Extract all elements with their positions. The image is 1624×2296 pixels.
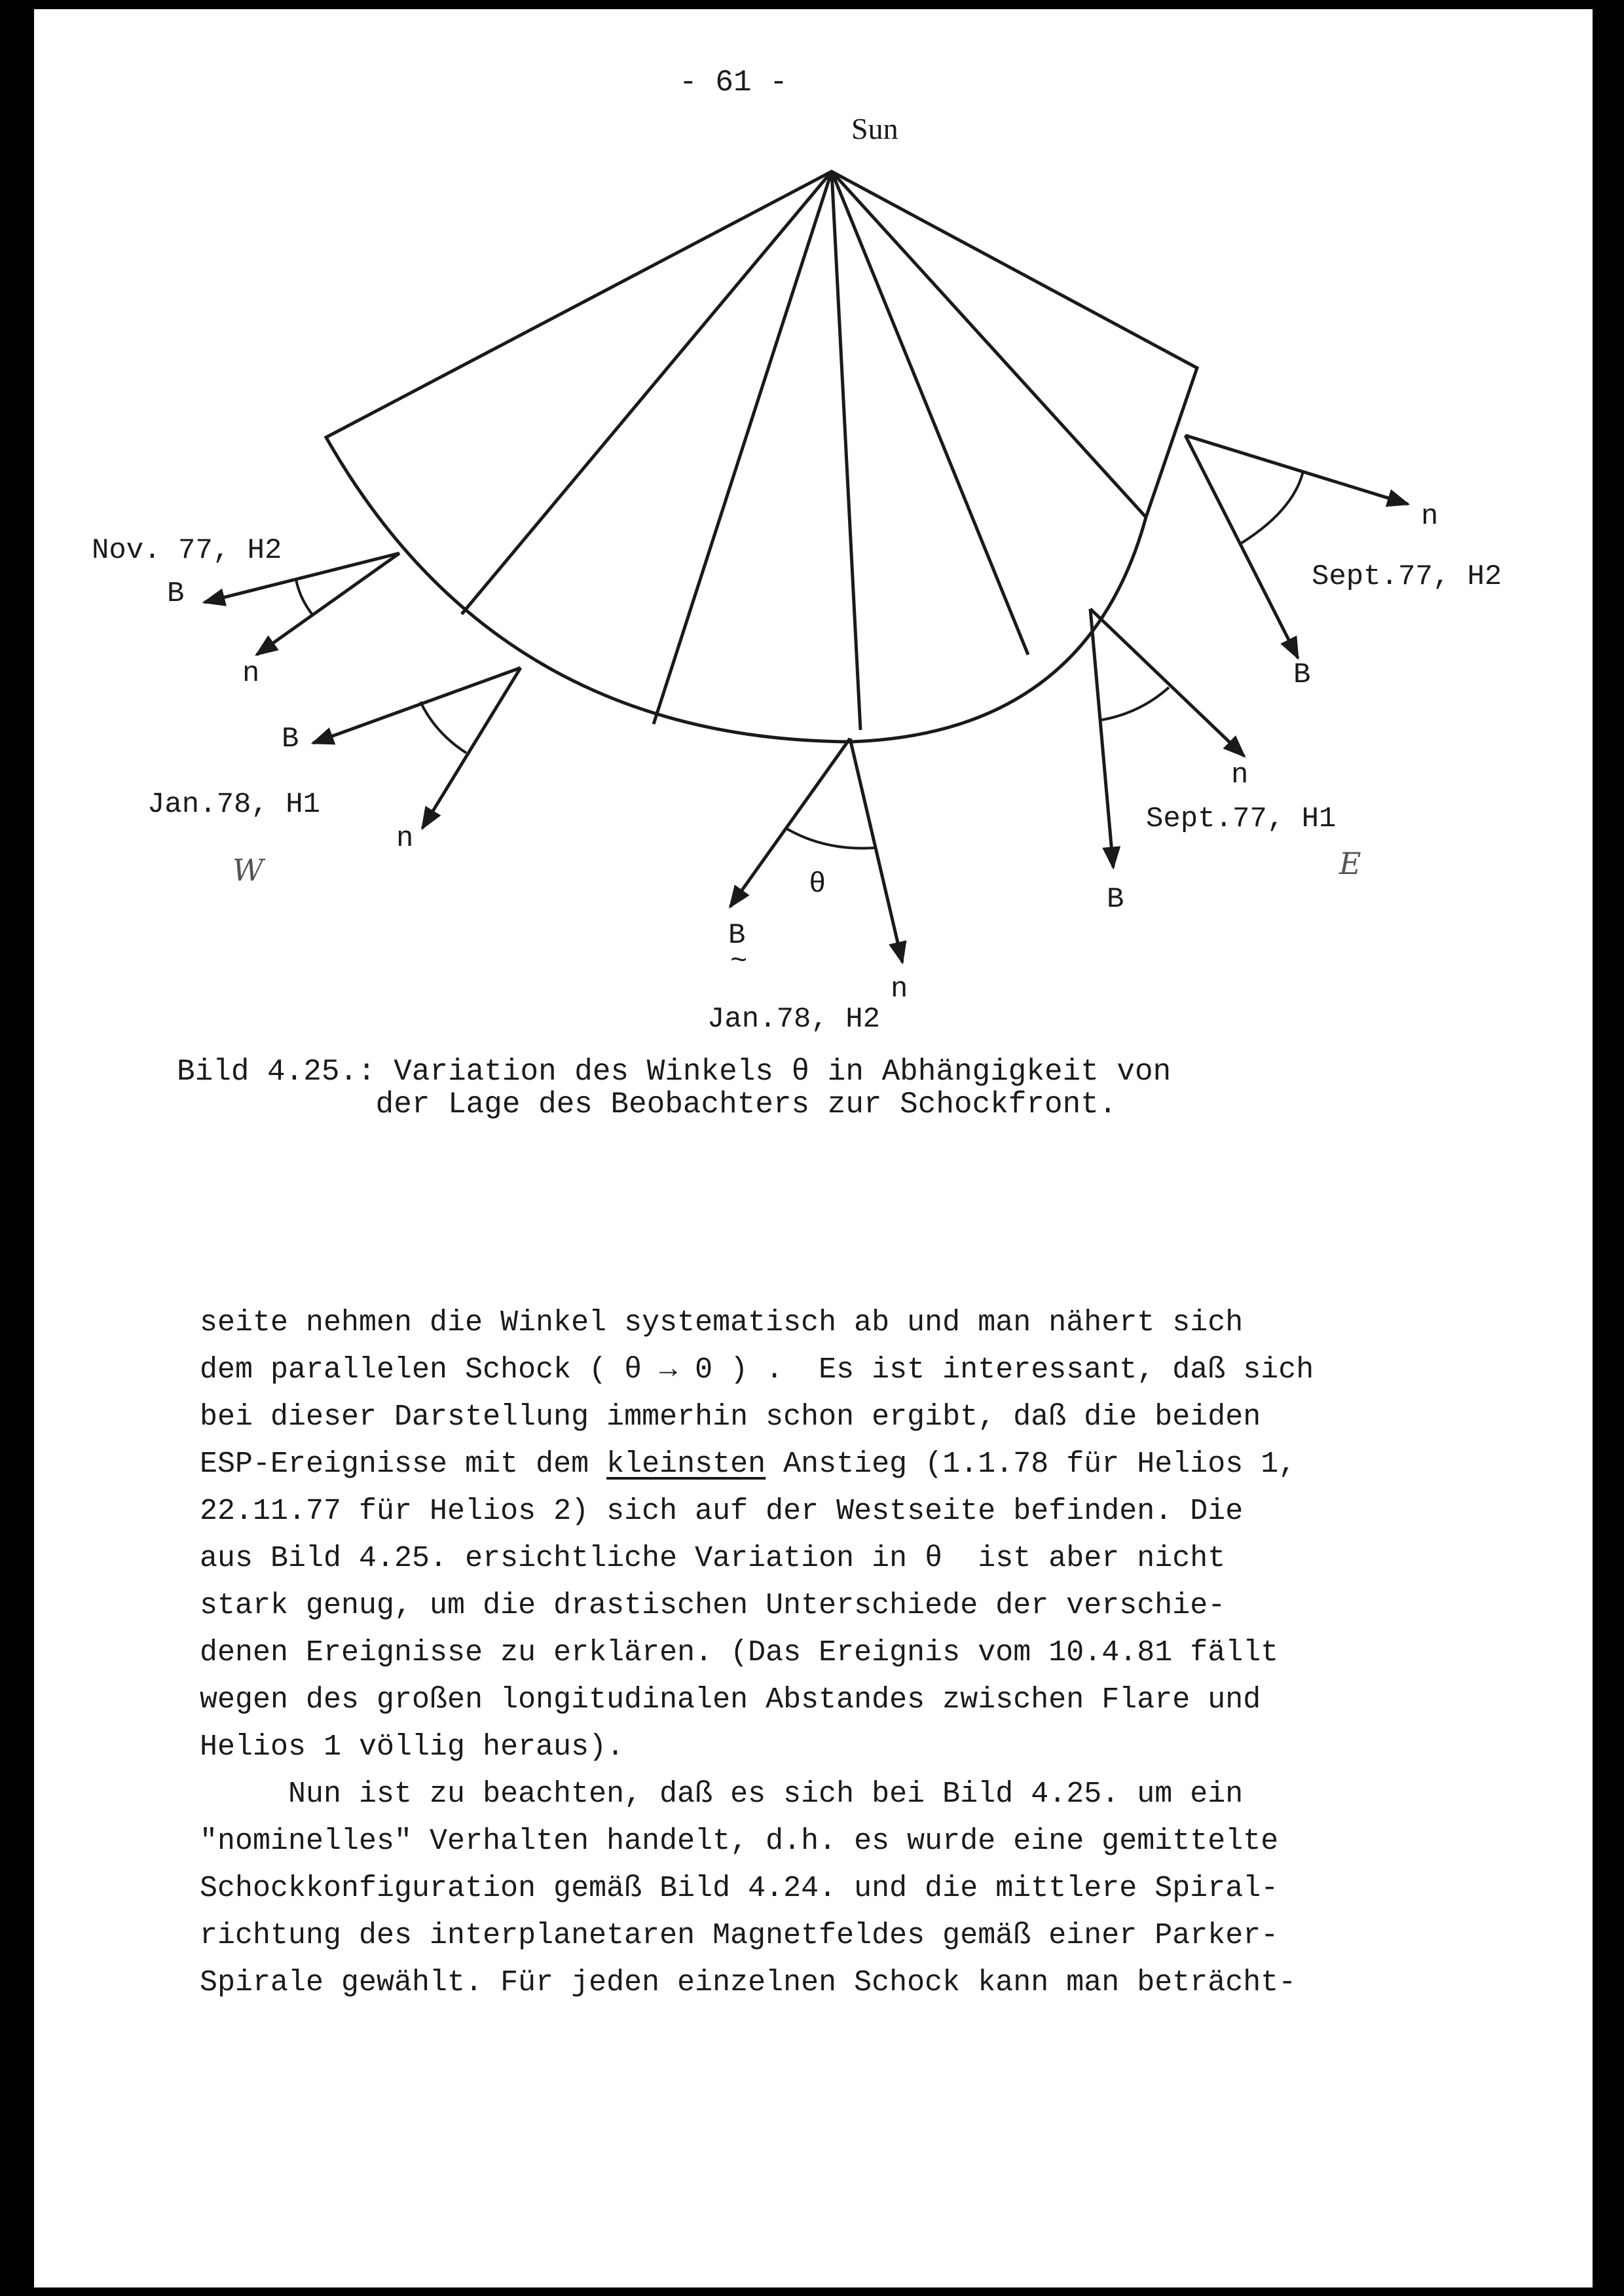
text-line: richtung des interplanetaren Magnetfeldes gemäß einer Parker- <box>200 1919 1279 1952</box>
vectors-nov77-h2 <box>204 553 399 655</box>
label-b-sept77-h2: B <box>1293 659 1311 691</box>
text-line: 22.11.77 für Helios 2) sich auf der Westseite befinden. Die <box>200 1495 1244 1528</box>
text-line: bei dieser Darstellung immerhin schon ergibt, daß die beiden <box>200 1400 1261 1434</box>
label-nov77-h2: Nov. 77, H2 <box>92 534 282 567</box>
vectors-jan78-h1 <box>313 668 521 828</box>
tilde-b: ~ <box>730 945 748 978</box>
label-b-nov77: B <box>167 577 185 610</box>
label-theta: θ <box>809 868 826 901</box>
page-number: - 61 - <box>679 65 788 100</box>
vectors-sept77-h2 <box>1185 435 1408 658</box>
figure-caption <box>177 1055 1356 1121</box>
label-sept77-h1: Sept.77, H1 <box>1146 803 1337 835</box>
text-line: Nun ist zu beachten, daß es sich bei Bild 4.25. um ein <box>200 1777 1244 1811</box>
sun-label: Sun <box>851 112 898 145</box>
label-jan78-h2: Jan.78, H2 <box>707 1003 881 1036</box>
text-line: stark genug, um die drastischen Unterschiede der verschie- <box>200 1589 1226 1622</box>
label-n-sept77-h2: n <box>1421 500 1439 533</box>
underlined-word: kleinsten <box>606 1448 766 1481</box>
text-line <box>200 1441 1444 1488</box>
label-b-jan78-h1: B <box>282 723 299 756</box>
label-n-jan78-h2: n <box>891 973 908 1006</box>
text-line: denen Ereignisse zu erklären. (Das Ereignis vom 10.4.81 fällt <box>200 1636 1279 1669</box>
shock-front-sector <box>326 172 1197 742</box>
label-n-sept77-h1: n <box>1231 759 1249 792</box>
caption-line-1: Bild 4.25.: Variation des Winkels θ in Abhängigkeit von <box>177 1055 1172 1089</box>
label-west: W <box>232 852 264 888</box>
text-line: wegen des großen longitudinalen Abstandes zwischen Flare und <box>200 1683 1261 1717</box>
label-n-nov77: n <box>242 657 260 690</box>
caption-line-2: der Lage des Beobachters zur Schockfront. <box>177 1087 1117 1121</box>
vectors-jan78-h2 <box>730 738 902 962</box>
label-b-sept77-h1: B <box>1107 883 1124 916</box>
text-line: Spirale gewählt. Für jeden einzelnen Schock kann man beträcht- <box>200 1966 1297 1999</box>
body-text <box>200 1300 1444 2007</box>
label-b-jan78-h2: B <box>728 919 746 952</box>
shock-front-diagram <box>0 0 1624 1048</box>
text-line: aus Bild 4.25. ersichtliche Variation in θ ist aber nicht <box>200 1542 1226 1575</box>
text-line: Schockkonfiguration gemäß Bild 4.24. und die mittlere Spiral- <box>200 1872 1279 1905</box>
text-line: "nominelles" Verhalten handelt, d.h. es wurde eine gemittelte <box>200 1825 1279 1858</box>
text-line: dem parallelen Schock ( θ → 0 ) . Es ist interessant, daß sich <box>200 1353 1314 1387</box>
label-jan78-h1: Jan.78, H1 <box>147 788 321 821</box>
label-east: E <box>1339 846 1361 881</box>
text-line: seite nehmen die Winkel systematisch ab und man nähert sich <box>200 1306 1244 1339</box>
text-segment: ESP-Ereignisse mit dem <box>200 1448 607 1481</box>
label-sept77-h2: Sept.77, H2 <box>1312 560 1502 593</box>
label-n-jan78-h1: n <box>396 822 414 855</box>
text-segment: Anstieg (1.1.78 für Helios 1, <box>766 1448 1297 1481</box>
text-line: Helios 1 völlig heraus). <box>200 1730 625 1764</box>
